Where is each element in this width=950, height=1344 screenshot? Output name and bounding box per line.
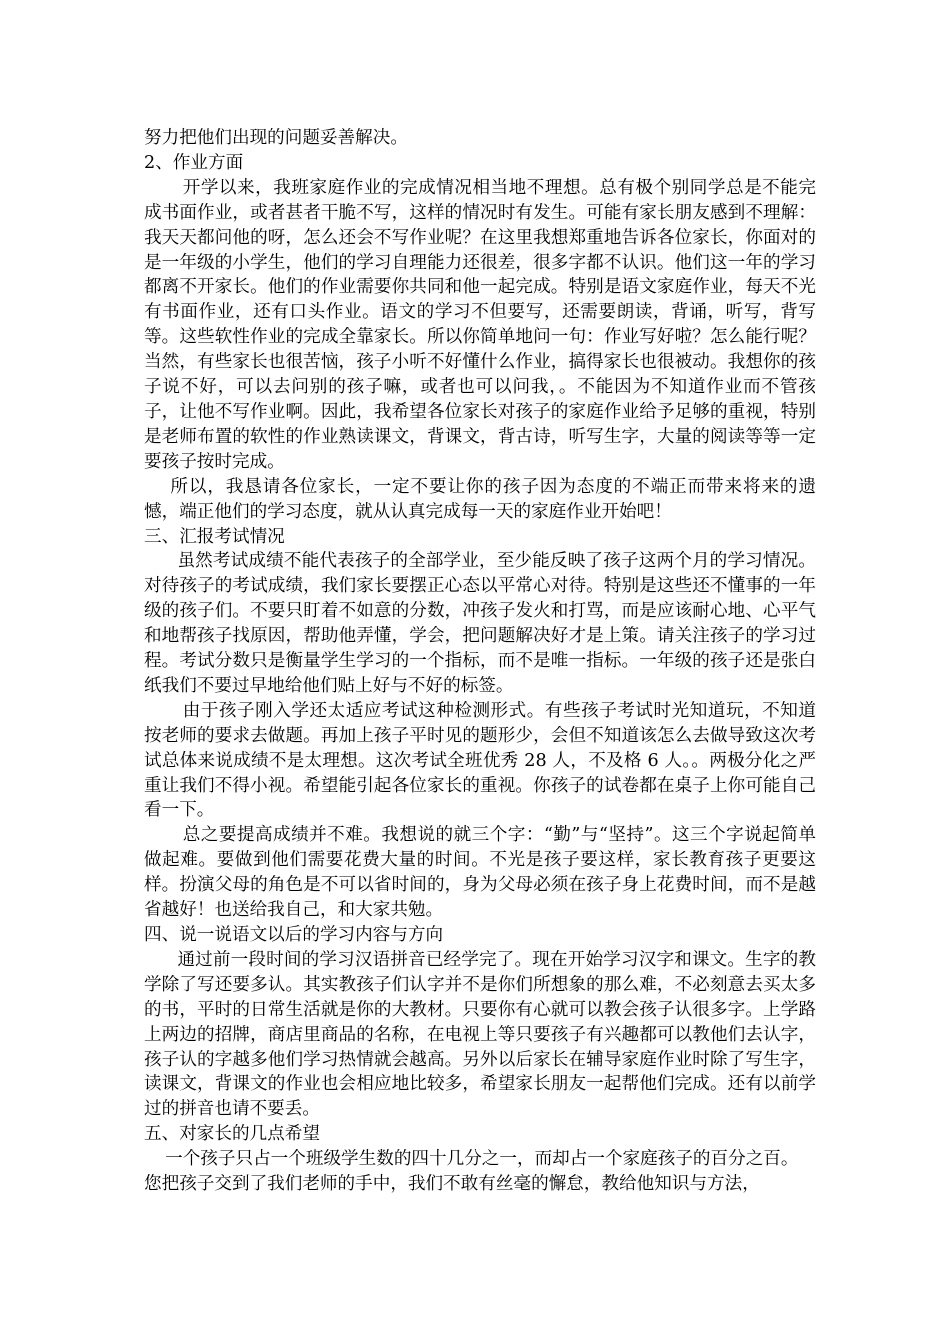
paragraph-teacher-commitment: 您把孩子交到了我们老师的手中，我们不敢有丝毫的懈怠，教给他知识与方法， — [144, 1174, 760, 1195]
paragraph-diligence: 总之要提高成绩并不难。我想说的就三个字：“勤”与“坚持”。这三个字说起简单做起难。要做到他们需要花费大量的时间。不光是孩子要这样，家长教育孩子更要这样。扮演父母的角色是不可以省时间的，身为父母必须在孩子身上花费时间，而不是越省越好！也送给我自己，和大家共勉。 — [144, 825, 816, 921]
paragraph-homework-appeal: 所以，我恳请各位家长，一定不要让你的孩子因为态度的不端正而带来将来的遗憾，端正他们的学习态度，就从认真完成每一天的家庭作业开始吧！ — [144, 476, 816, 522]
paragraph-exam-results: 由于孩子刚入学还太适应考试这种检测形式。有些孩子考试时光知道玩，不知道按老师的要求去做题。再加上孩子平时见的题形少，会但不知道该怎么去做导致这次考试总体来说成绩不是太理想。这次考试全班优秀 28 人，不及格 6 人。。两极分化之严重让我们不得小视。希望能引起各位家长的重视。你孩子的试卷都在桌子上你可能自己看一下。 — [144, 700, 816, 821]
paragraph-chinese-learning: 通过前一段时间的学习汉语拼音已经学完了。现在开始学习汉字和课文。生字的教学除了写还要多认。其实教孩子们认字并不是你们所想象的那么难，不必刻意去买太多的书，平时的日常生活就是你的大教材。只要你有心就可以教会孩子认很多字。上学路上两边的招牌，商店里商品的名称，在电视上等只要孩子有兴趣都可以教他们去认字，孩子认的字越多他们学习热情就会越高。另外以后家长在辅导家庭作业时除了写生字，读课文，背课文的作业也会相应地比较多，希望家长朋友一起帮他们完成。还有以前学过的拼音也请不要丢。 — [144, 949, 816, 1120]
paragraph-homework-situation: 开学以来，我班家庭作业的完成情况相当地不理想。总有极个别同学总是不能完成书面作业，或者甚者干脆不写，这样的情况时有发生。可能有家长朋友感到不理解：我天天都问他的呀，怎么还会不写作业呢？在这里我想郑重地告诉各位家长，你面对的是一年级的小学生，他们的学习自理能力还很差，很多字都不认识。他们这一年的学习都离不开家长。他们的作业需要你共同和他一起完成。特别是语文家庭作业，每天不光有书面作业，还有口头作业。语文的学习不但要写，还需要朗读，背诵，听写，背写等。这些软性作业的完成全靠家长。所以你简单地问一句：作业写好啦？怎么能行呢？当然，有些家长也很苦恼，孩子小听不好懂什么作业，搞得家长也很被动。我想你的孩子说不好，可以去问别的孩子嘛，或者也可以问我，。不能因为不知道作业而不管孩子，让他不写作业啊。因此，我希望各位家长对孩子的家庭作业给予足够的重视，特别是老师布置的软性的作业熟读课文，背课文，背古诗，听写生字，大量的阅读等等一定要孩子按时完成。 — [144, 177, 816, 472]
section-heading-exam-report: 三、汇报考试情况 — [144, 526, 285, 547]
document-body — [144, 126, 816, 1197]
section-heading-chinese-learning: 四、说一说语文以后的学习内容与方向 — [144, 925, 444, 945]
paragraph-continuation: 努力把他们出现的问题妥善解决。 — [144, 128, 408, 148]
section-heading-parent-hopes: 五、对家长的几点希望 — [144, 1124, 320, 1145]
paragraph-exam-attitude: 虽然考试成绩不能代表孩子的全部学业，至少能反映了孩子这两个月的学习情况。对待孩子的考试成绩，我们家长要摆正心态以平常心对待。特别是这些还不懂事的一年级的孩子们。不要只盯着不如意的分数，冲孩子发火和打骂，而是应该耐心地、心平气和地帮孩子找原因，帮助他弄懂，学会，把问题解决好才是上策。请关注孩子的学习过程。考试分数只是衡量学生学习的一个指标，而不是唯一指标。一年级的孩子还是张白纸我们不要过早地给他们贴上好与不好的标签。 — [144, 551, 816, 696]
section-heading-homework: 2、作业方面 — [144, 152, 244, 173]
paragraph-parent-hopes: 一个孩子只占一个班级学生数的四十几分之一，而却占一个家庭孩子的百分之百。 — [165, 1149, 799, 1170]
